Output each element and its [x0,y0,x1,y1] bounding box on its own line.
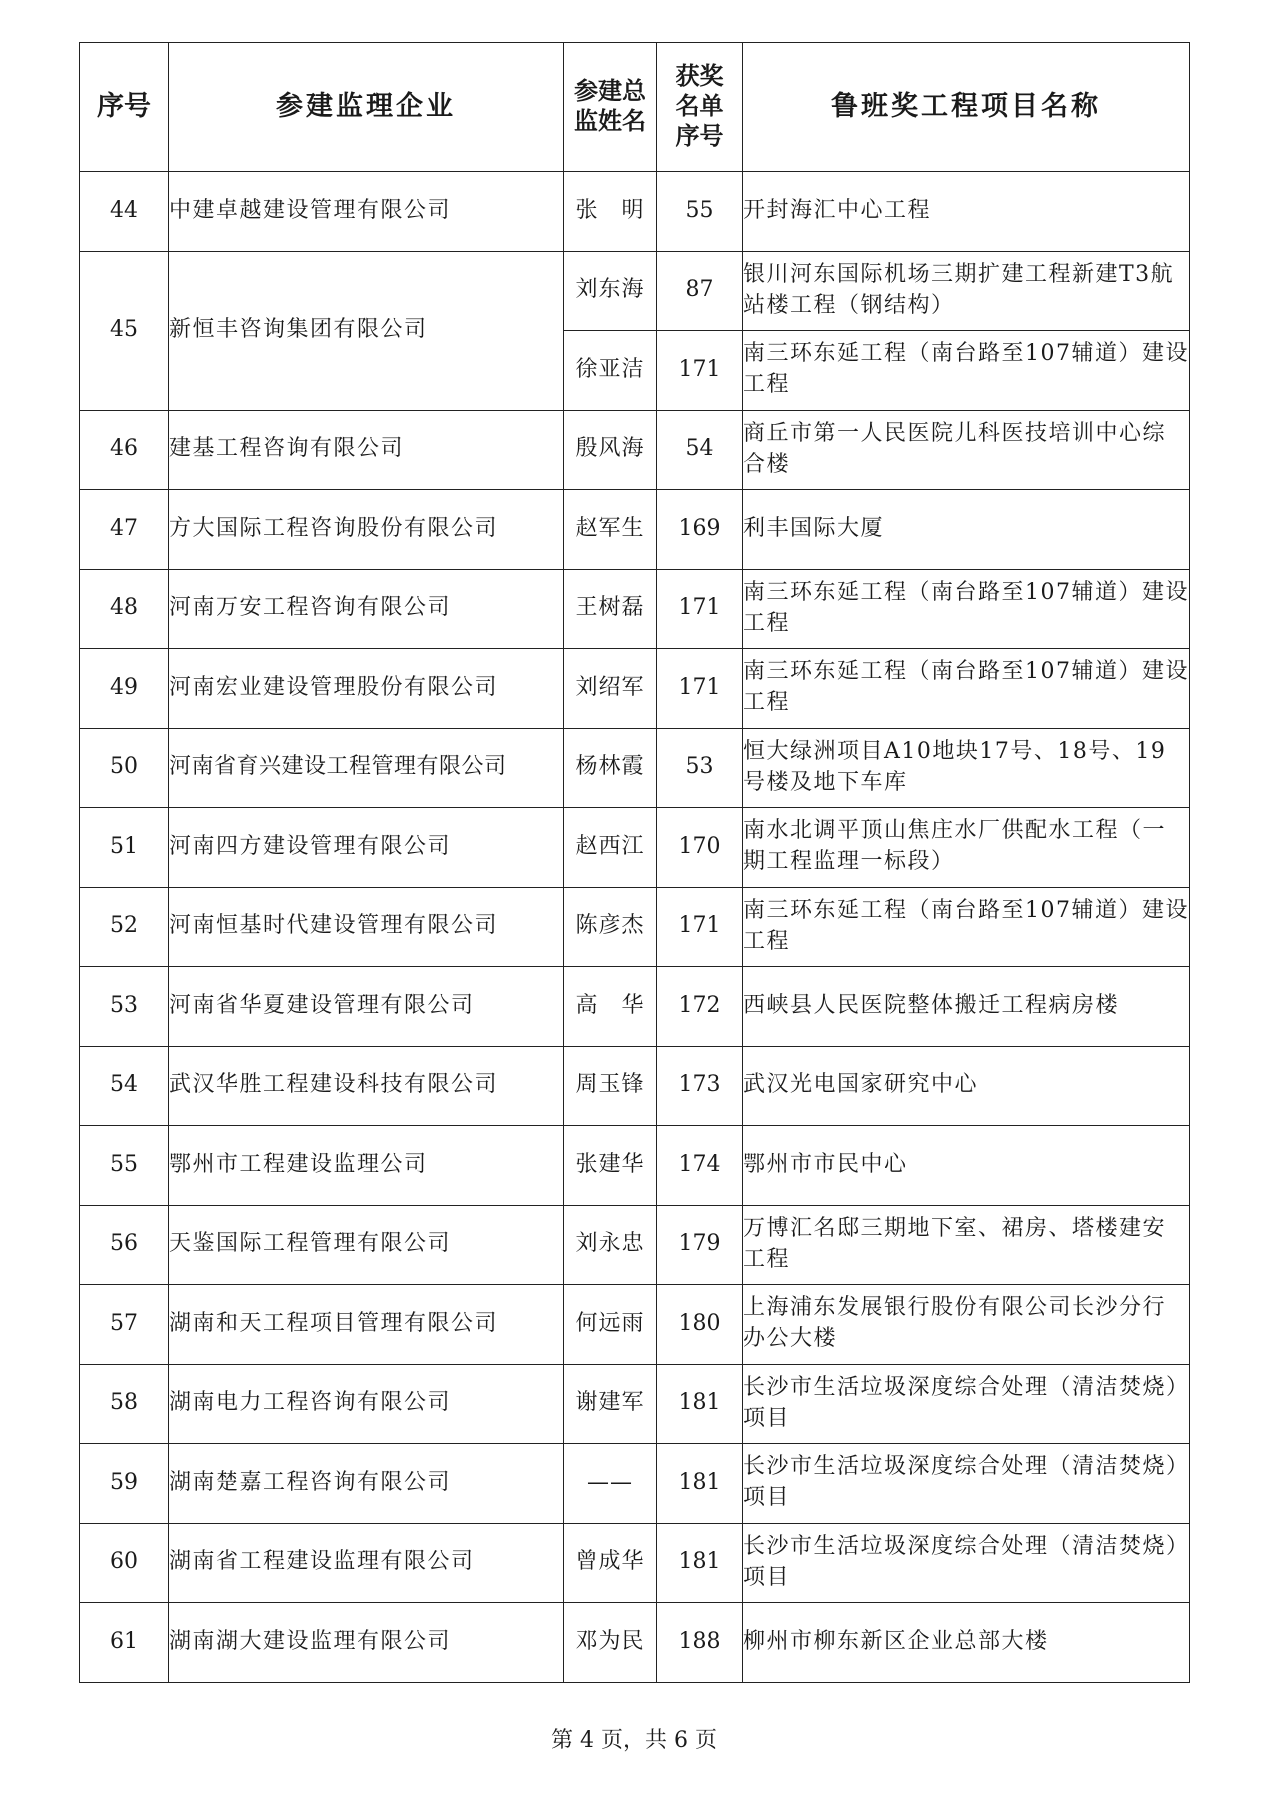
supervisor-name: 谢建军 [564,1364,657,1444]
row-number: 53 [80,967,169,1047]
project-name: 开封海汇中心工程 [743,172,1190,252]
company-name: 湖南湖大建设监理有限公司 [169,1603,564,1683]
company-name: 天鉴国际工程管理有限公司 [169,1205,564,1285]
project-name: 鄂州市市民中心 [743,1126,1190,1206]
supervisor-name: —— [564,1444,657,1524]
company-name: 河南宏业建设管理股份有限公司 [169,649,564,729]
list-number: 172 [657,967,743,1047]
row-number: 44 [80,172,169,252]
list-number: 181 [657,1444,743,1524]
supervisor-name: 何远雨 [564,1285,657,1365]
table-row [80,490,1190,570]
header-project: 鲁班奖工程项目名称 [743,43,1190,172]
project-name: 银川河东国际机场三期扩建工程新建T3航站楼工程（钢结构） [743,251,1190,331]
list-number: 171 [657,649,743,729]
project-name: 南三环东延工程（南台路至107辅道）建设工程 [743,887,1190,967]
row-number: 48 [80,569,169,649]
list-number: 53 [657,728,743,808]
project-name: 西峡县人民医院整体搬迁工程病房楼 [743,967,1190,1047]
table-row [80,1126,1190,1206]
header-supervisor: 参建总监姓名 [564,43,657,172]
row-number: 58 [80,1364,169,1444]
project-name: 恒大绿洲项目A10地块17号、18号、19号楼及地下车库 [743,728,1190,808]
project-name: 利丰国际大厦 [743,490,1190,570]
list-number: 171 [657,569,743,649]
company-name: 湖南省工程建设监理有限公司 [169,1523,564,1603]
supervisor-name: 张 明 [564,172,657,252]
company-name: 湖南和天工程项目管理有限公司 [169,1285,564,1365]
row-number: 47 [80,490,169,570]
supervisor-name: 周玉锋 [564,1046,657,1126]
supervisor-name: 殷风海 [564,410,657,490]
company-name: 河南省华夏建设管理有限公司 [169,967,564,1047]
project-name: 万博汇名邸三期地下室、裙房、塔楼建安工程 [743,1205,1190,1285]
list-number: 171 [657,331,743,411]
company-name: 河南四方建设管理有限公司 [169,808,564,888]
supervisor-name: 杨林霞 [564,728,657,808]
supervisor-name: 王树磊 [564,569,657,649]
company-name: 河南万安工程咨询有限公司 [169,569,564,649]
supervisor-name: 曾成华 [564,1523,657,1603]
row-number: 54 [80,1046,169,1126]
table-row [80,728,1190,808]
table-row [80,1364,1190,1444]
project-name: 南水北调平顶山焦庄水厂供配水工程（一期工程监理一标段） [743,808,1190,888]
supervisor-name: 徐亚洁 [564,331,657,411]
row-number: 45 [80,251,169,410]
company-name: 河南恒基时代建设管理有限公司 [169,887,564,967]
row-number: 56 [80,1205,169,1285]
header-company: 参建监理企业 [169,43,564,172]
list-number: 169 [657,490,743,570]
table-row [80,410,1190,490]
project-name: 南三环东延工程（南台路至107辅道）建设工程 [743,331,1190,411]
table-row [80,1205,1190,1285]
supervisor-name: 邓为民 [564,1603,657,1683]
company-name: 湖南楚嘉工程咨询有限公司 [169,1444,564,1524]
table-row [80,172,1190,252]
row-number: 57 [80,1285,169,1365]
project-name: 南三环东延工程（南台路至107辅道）建设工程 [743,569,1190,649]
row-number: 61 [80,1603,169,1683]
company-name: 河南省育兴建设工程管理有限公司 [169,728,564,808]
company-name: 武汉华胜工程建设科技有限公司 [169,1046,564,1126]
table-header-row [80,43,1190,172]
row-number: 46 [80,410,169,490]
project-name: 长沙市生活垃圾深度综合处理（清洁焚烧）项目 [743,1444,1190,1524]
row-number: 50 [80,728,169,808]
project-name: 柳州市柳东新区企业总部大楼 [743,1603,1190,1683]
project-name: 上海浦东发展银行股份有限公司长沙分行办公大楼 [743,1285,1190,1365]
row-number: 49 [80,649,169,729]
supervisor-name: 张建华 [564,1126,657,1206]
table-row [80,967,1190,1047]
table-row [80,1444,1190,1524]
supervisor-name: 刘永忠 [564,1205,657,1285]
supervisor-name: 刘东海 [564,251,657,331]
list-number: 173 [657,1046,743,1126]
company-name: 方大国际工程咨询股份有限公司 [169,490,564,570]
header-list-no: 获奖名单序号 [657,43,743,172]
list-number: 180 [657,1285,743,1365]
list-number: 55 [657,172,743,252]
company-name: 鄂州市工程建设监理公司 [169,1126,564,1206]
table-row [80,649,1190,729]
header-no: 序号 [80,43,169,172]
row-number: 51 [80,808,169,888]
supervisor-name: 高 华 [564,967,657,1047]
page-footer: 第 4 页，共 6 页 [551,1728,717,1753]
project-name: 长沙市生活垃圾深度综合处理（清洁焚烧）项目 [743,1364,1190,1444]
row-number: 55 [80,1126,169,1206]
supervisor-name: 陈彦杰 [564,887,657,967]
supervisor-name: 赵军生 [564,490,657,570]
list-number: 170 [657,808,743,888]
list-number: 179 [657,1205,743,1285]
table-row [80,1046,1190,1126]
row-number: 60 [80,1523,169,1603]
list-number: 181 [657,1364,743,1444]
table-row [80,887,1190,967]
list-number: 54 [657,410,743,490]
project-name: 武汉光电国家研究中心 [743,1046,1190,1126]
company-name: 湖南电力工程咨询有限公司 [169,1364,564,1444]
supervisor-name: 赵西江 [564,808,657,888]
project-name: 商丘市第一人民医院儿科医技培训中心综合楼 [743,410,1190,490]
list-number: 87 [657,251,743,331]
project-name: 长沙市生活垃圾深度综合处理（清洁焚烧）项目 [743,1523,1190,1603]
table-row [80,569,1190,649]
company-name: 建基工程咨询有限公司 [169,410,564,490]
row-number: 59 [80,1444,169,1524]
table-row [80,808,1190,888]
table-row [80,1523,1190,1603]
table-row [80,1603,1190,1683]
row-number: 52 [80,887,169,967]
table-row [80,251,1190,331]
supervisor-name: 刘绍军 [564,649,657,729]
project-name: 南三环东延工程（南台路至107辅道）建设工程 [743,649,1190,729]
list-number: 174 [657,1126,743,1206]
list-number: 188 [657,1603,743,1683]
company-name: 新恒丰咨询集团有限公司 [169,251,564,410]
table-row [80,1285,1190,1365]
list-number: 181 [657,1523,743,1603]
company-name: 中建卓越建设管理有限公司 [169,172,564,252]
award-table [79,42,1190,1683]
list-number: 171 [657,887,743,967]
